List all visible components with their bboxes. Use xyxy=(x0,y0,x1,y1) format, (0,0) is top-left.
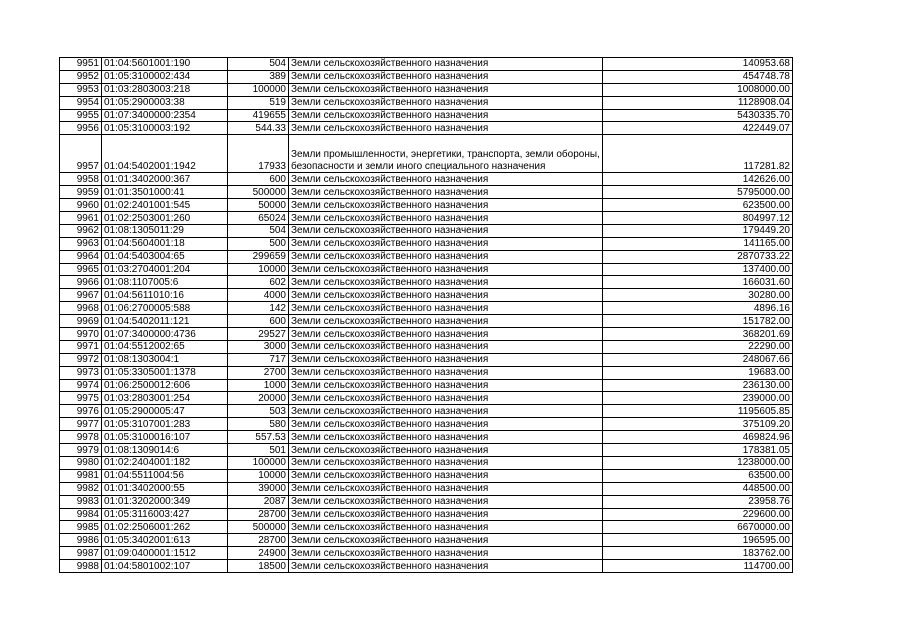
table-row xyxy=(60,173,793,186)
cadastral-number-cell: 01:02:2503001:260 xyxy=(102,212,228,225)
table-row xyxy=(60,456,793,469)
table-row xyxy=(60,302,793,315)
area-cell: 20000 xyxy=(228,392,289,405)
area-cell: 389 xyxy=(228,70,289,83)
cadastral-number-cell: 01:05:2900005:47 xyxy=(102,405,228,418)
cadastral-number-cell: 01:06:2700005:588 xyxy=(102,302,228,315)
land-category-cell: Земли сельскохозяйственного назначения xyxy=(289,547,603,560)
cadastral-value-cell: 448500.00 xyxy=(603,482,793,495)
land-category-cell: Земли сельскохозяйственного назначения xyxy=(289,250,603,263)
area-cell: 28700 xyxy=(228,508,289,521)
row-number-cell: 9984 xyxy=(60,508,102,521)
area-cell: 600 xyxy=(228,173,289,186)
table-row xyxy=(60,276,793,289)
land-category-cell: Земли сельскохозяйственного назначения xyxy=(289,366,603,379)
row-number-cell: 9973 xyxy=(60,366,102,379)
table-row xyxy=(60,560,793,573)
cadastral-value-cell: 166031.60 xyxy=(603,276,793,289)
land-category-cell: Земли сельскохозяйственного назначения xyxy=(289,263,603,276)
cadastral-value-cell: 117281.82 xyxy=(603,135,793,173)
land-category-cell: Земли сельскохозяйственного назначения xyxy=(289,469,603,482)
land-category-cell: Земли сельскохозяйственного назначения xyxy=(289,379,603,392)
cadastral-value-cell: 63500.00 xyxy=(603,469,793,482)
cadastral-number-cell: 01:08:1305011:29 xyxy=(102,224,228,237)
area-cell: 50000 xyxy=(228,199,289,212)
land-category-cell: Земли сельскохозяйственного назначения xyxy=(289,276,603,289)
row-number-cell: 9987 xyxy=(60,547,102,560)
land-category-cell: Земли сельскохозяйственного назначения xyxy=(289,96,603,109)
area-cell: 544.33 xyxy=(228,122,289,135)
area-cell: 24900 xyxy=(228,547,289,560)
land-category-cell: Земли сельскохозяйственного назначения xyxy=(289,224,603,237)
land-category-cell: Земли сельскохозяйственного назначения xyxy=(289,237,603,250)
cadastral-value-cell: 137400.00 xyxy=(603,263,793,276)
row-number-cell: 9965 xyxy=(60,263,102,276)
cadastral-number-cell: 01:03:2803003:218 xyxy=(102,83,228,96)
table-row xyxy=(60,482,793,495)
table-row xyxy=(60,521,793,534)
table-row xyxy=(60,135,793,173)
row-number-cell: 9951 xyxy=(60,58,102,71)
cadastral-value-cell: 229600.00 xyxy=(603,508,793,521)
area-cell: 600 xyxy=(228,315,289,328)
cadastral-value-cell: 23958.76 xyxy=(603,495,793,508)
area-cell: 28700 xyxy=(228,534,289,547)
table-row xyxy=(60,58,793,71)
area-cell: 557.53 xyxy=(228,431,289,444)
row-number-cell: 9959 xyxy=(60,186,102,199)
area-cell: 419655 xyxy=(228,109,289,122)
row-number-cell: 9961 xyxy=(60,212,102,225)
table-row xyxy=(60,237,793,250)
cadastral-value-cell: 623500.00 xyxy=(603,199,793,212)
area-cell: 18500 xyxy=(228,560,289,573)
cadastral-value-cell: 141165.00 xyxy=(603,237,793,250)
table-row xyxy=(60,199,793,212)
table-row xyxy=(60,431,793,444)
row-number-cell: 9982 xyxy=(60,482,102,495)
cadastral-value-cell: 22290.00 xyxy=(603,340,793,353)
cadastral-value-cell: 1238000.00 xyxy=(603,456,793,469)
area-cell: 2087 xyxy=(228,495,289,508)
cadastral-number-cell: 01:04:5801002:107 xyxy=(102,560,228,573)
area-cell: 29527 xyxy=(228,328,289,341)
row-number-cell: 9971 xyxy=(60,340,102,353)
cadastral-value-cell: 422449.07 xyxy=(603,122,793,135)
table-row xyxy=(60,315,793,328)
area-cell: 39000 xyxy=(228,482,289,495)
area-cell: 10000 xyxy=(228,469,289,482)
row-number-cell: 9964 xyxy=(60,250,102,263)
row-number-cell: 9979 xyxy=(60,444,102,457)
land-category-cell: Земли сельскохозяйственного назначения xyxy=(289,315,603,328)
cadastral-number-cell: 01:05:3100003:192 xyxy=(102,122,228,135)
row-number-cell: 9976 xyxy=(60,405,102,418)
cadastral-value-cell: 142626.00 xyxy=(603,173,793,186)
table-row xyxy=(60,508,793,521)
area-cell: 1000 xyxy=(228,379,289,392)
cadastral-value-cell: 19683.00 xyxy=(603,366,793,379)
cadastral-number-cell: 01:05:3402001:613 xyxy=(102,534,228,547)
land-category-cell: Земли промышленности, энергетики, транспорта, земли обороны, безопасности и земли иного специального назначения xyxy=(289,135,603,173)
table-row xyxy=(60,70,793,83)
cadastral-value-cell: 6670000.00 xyxy=(603,521,793,534)
land-category-cell: Земли сельскохозяйственного назначения xyxy=(289,418,603,431)
row-number-cell: 9977 xyxy=(60,418,102,431)
cadastral-number-cell: 01:03:2803001:254 xyxy=(102,392,228,405)
cadastral-value-cell: 4896.16 xyxy=(603,302,793,315)
row-number-cell: 9975 xyxy=(60,392,102,405)
row-number-cell: 9958 xyxy=(60,173,102,186)
land-category-cell: Земли сельскохозяйственного назначения xyxy=(289,482,603,495)
cadastral-number-cell: 01:09:0400001:1512 xyxy=(102,547,228,560)
table-row xyxy=(60,109,793,122)
cadastral-value-cell: 469824.96 xyxy=(603,431,793,444)
row-number-cell: 9962 xyxy=(60,224,102,237)
land-category-cell: Земли сельскохозяйственного назначения xyxy=(289,173,603,186)
cadastral-number-cell: 01:04:5402001:1942 xyxy=(102,135,228,173)
cadastral-number-cell: 01:07:3400000:4736 xyxy=(102,328,228,341)
cadastral-value-cell: 30280.00 xyxy=(603,289,793,302)
area-cell: 142 xyxy=(228,302,289,315)
land-category-cell: Земли сельскохозяйственного назначения xyxy=(289,444,603,457)
cadastral-number-cell: 01:05:3305001:1378 xyxy=(102,366,228,379)
row-number-cell: 9985 xyxy=(60,521,102,534)
area-cell: 2700 xyxy=(228,366,289,379)
row-number-cell: 9957 xyxy=(60,135,102,173)
area-cell: 4000 xyxy=(228,289,289,302)
cadastral-number-cell: 01:05:3100016:107 xyxy=(102,431,228,444)
table-row xyxy=(60,547,793,560)
row-number-cell: 9974 xyxy=(60,379,102,392)
row-number-cell: 9972 xyxy=(60,353,102,366)
table-row xyxy=(60,212,793,225)
area-cell: 504 xyxy=(228,58,289,71)
table-row xyxy=(60,495,793,508)
area-cell: 717 xyxy=(228,353,289,366)
table-row xyxy=(60,534,793,547)
cadastral-value-cell: 368201.69 xyxy=(603,328,793,341)
table-row xyxy=(60,392,793,405)
area-cell: 504 xyxy=(228,224,289,237)
land-category-cell: Земли сельскохозяйственного назначения xyxy=(289,508,603,521)
area-cell: 500 xyxy=(228,237,289,250)
land-category-cell: Земли сельскохозяйственного назначения xyxy=(289,186,603,199)
land-category-cell: Земли сельскохозяйственного назначения xyxy=(289,456,603,469)
cadastral-number-cell: 01:04:5403004:65 xyxy=(102,250,228,263)
cadastral-number-cell: 01:01:3501000:41 xyxy=(102,186,228,199)
row-number-cell: 9981 xyxy=(60,469,102,482)
area-cell: 100000 xyxy=(228,83,289,96)
cadastral-number-cell: 01:04:5511004:56 xyxy=(102,469,228,482)
cadastral-value-cell: 236130.00 xyxy=(603,379,793,392)
row-number-cell: 9988 xyxy=(60,560,102,573)
area-cell: 10000 xyxy=(228,263,289,276)
cadastral-number-cell: 01:04:5512002:65 xyxy=(102,340,228,353)
table-row xyxy=(60,83,793,96)
cadastral-value-cell: 1128908.04 xyxy=(603,96,793,109)
table-row xyxy=(60,444,793,457)
cadastral-number-cell: 01:04:5402011:121 xyxy=(102,315,228,328)
cadastral-number-cell: 01:02:2506001:262 xyxy=(102,521,228,534)
row-number-cell: 9986 xyxy=(60,534,102,547)
land-category-cell: Земли сельскохозяйственного назначения xyxy=(289,212,603,225)
table-row xyxy=(60,96,793,109)
cadastral-number-cell: 01:01:3402000:55 xyxy=(102,482,228,495)
cadastral-value-cell: 179449.20 xyxy=(603,224,793,237)
row-number-cell: 9969 xyxy=(60,315,102,328)
table-row xyxy=(60,418,793,431)
table-row xyxy=(60,263,793,276)
table-row xyxy=(60,405,793,418)
cadastral-number-cell: 01:02:2401001:545 xyxy=(102,199,228,212)
cadastral-number-cell: 01:05:3116003:427 xyxy=(102,508,228,521)
area-cell: 65024 xyxy=(228,212,289,225)
area-cell: 500000 xyxy=(228,521,289,534)
cadastral-value-cell: 804997.12 xyxy=(603,212,793,225)
land-category-cell: Земли сельскохозяйственного назначения xyxy=(289,83,603,96)
cadastral-value-cell: 5795000.00 xyxy=(603,186,793,199)
cadastral-value-cell: 1195605.85 xyxy=(603,405,793,418)
cadastral-number-cell: 01:01:3202000:349 xyxy=(102,495,228,508)
cadastral-value-cell: 5430335.70 xyxy=(603,109,793,122)
land-category-cell: Земли сельскохозяйственного назначения xyxy=(289,70,603,83)
area-cell: 503 xyxy=(228,405,289,418)
area-cell: 580 xyxy=(228,418,289,431)
cadastral-number-cell: 01:05:2900003:38 xyxy=(102,96,228,109)
row-number-cell: 9978 xyxy=(60,431,102,444)
table-row xyxy=(60,469,793,482)
cadastral-number-cell: 01:06:2500012:606 xyxy=(102,379,228,392)
land-category-cell: Земли сельскохозяйственного назначения xyxy=(289,340,603,353)
area-cell: 501 xyxy=(228,444,289,457)
row-number-cell: 9966 xyxy=(60,276,102,289)
land-category-cell: Земли сельскохозяйственного назначения xyxy=(289,392,603,405)
table-row xyxy=(60,224,793,237)
row-number-cell: 9955 xyxy=(60,109,102,122)
land-category-cell: Земли сельскохозяйственного назначения xyxy=(289,199,603,212)
land-category-cell: Земли сельскохозяйственного назначения xyxy=(289,302,603,315)
area-cell: 17933 xyxy=(228,135,289,173)
row-number-cell: 9980 xyxy=(60,456,102,469)
row-number-cell: 9952 xyxy=(60,70,102,83)
cadastral-number-cell: 01:02:2404001:182 xyxy=(102,456,228,469)
land-category-cell: Земли сельскохозяйственного назначения xyxy=(289,405,603,418)
cadastral-number-cell: 01:05:3100002:434 xyxy=(102,70,228,83)
table-body xyxy=(60,58,793,573)
cadastral-number-cell: 01:07:3400000:2354 xyxy=(102,109,228,122)
cadastral-value-cell: 2870733.22 xyxy=(603,250,793,263)
land-category-cell: Земли сельскохозяйственного назначения xyxy=(289,521,603,534)
cadastral-number-cell: 01:08:1309014:6 xyxy=(102,444,228,457)
row-number-cell: 9960 xyxy=(60,199,102,212)
row-number-cell: 9983 xyxy=(60,495,102,508)
row-number-cell: 9956 xyxy=(60,122,102,135)
land-category-cell: Земли сельскохозяйственного назначения xyxy=(289,431,603,444)
cadastral-value-cell: 375109.20 xyxy=(603,418,793,431)
area-cell: 519 xyxy=(228,96,289,109)
area-cell: 3000 xyxy=(228,340,289,353)
land-category-cell: Земли сельскохозяйственного назначения xyxy=(289,560,603,573)
land-category-cell: Земли сельскохозяйственного назначения xyxy=(289,495,603,508)
cadastral-value-cell: 140953.68 xyxy=(603,58,793,71)
area-cell: 299659 xyxy=(228,250,289,263)
land-category-cell: Земли сельскохозяйственного назначения xyxy=(289,534,603,547)
row-number-cell: 9954 xyxy=(60,96,102,109)
cadastral-value-cell: 239000.00 xyxy=(603,392,793,405)
area-cell: 100000 xyxy=(228,456,289,469)
table-row xyxy=(60,340,793,353)
area-cell: 602 xyxy=(228,276,289,289)
cadastral-value-cell: 183762.00 xyxy=(603,547,793,560)
row-number-cell: 9967 xyxy=(60,289,102,302)
table-row xyxy=(60,379,793,392)
cadastral-value-cell: 178381.05 xyxy=(603,444,793,457)
row-number-cell: 9970 xyxy=(60,328,102,341)
cadastral-value-table xyxy=(59,57,793,573)
cadastral-number-cell: 01:05:3107001:283 xyxy=(102,418,228,431)
table-row xyxy=(60,353,793,366)
table-row xyxy=(60,186,793,199)
row-number-cell: 9953 xyxy=(60,83,102,96)
table-row xyxy=(60,122,793,135)
table-row xyxy=(60,328,793,341)
cadastral-number-cell: 01:04:5604001:18 xyxy=(102,237,228,250)
land-category-cell: Земли сельскохозяйственного назначения xyxy=(289,58,603,71)
cadastral-number-cell: 01:08:1303004:1 xyxy=(102,353,228,366)
row-number-cell: 9963 xyxy=(60,237,102,250)
table-row xyxy=(60,289,793,302)
cadastral-number-cell: 01:01:3402000:367 xyxy=(102,173,228,186)
cadastral-value-cell: 151782.00 xyxy=(603,315,793,328)
table-row xyxy=(60,250,793,263)
cadastral-number-cell: 01:08:1107005:6 xyxy=(102,276,228,289)
cadastral-value-cell: 454748.78 xyxy=(603,70,793,83)
area-cell: 500000 xyxy=(228,186,289,199)
land-category-cell: Земли сельскохозяйственного назначения xyxy=(289,353,603,366)
table-row xyxy=(60,366,793,379)
cadastral-value-cell: 1008000.00 xyxy=(603,83,793,96)
cadastral-value-cell: 114700.00 xyxy=(603,560,793,573)
row-number-cell: 9968 xyxy=(60,302,102,315)
land-category-cell: Земли сельскохозяйственного назначения xyxy=(289,289,603,302)
cadastral-number-cell: 01:04:5611010:16 xyxy=(102,289,228,302)
cadastral-value-cell: 248067.66 xyxy=(603,353,793,366)
land-category-cell: Земли сельскохозяйственного назначения xyxy=(289,122,603,135)
land-category-cell: Земли сельскохозяйственного назначения xyxy=(289,109,603,122)
cadastral-number-cell: 01:04:5601001:190 xyxy=(102,58,228,71)
land-category-cell: Земли сельскохозяйственного назначения xyxy=(289,328,603,341)
cadastral-value-cell: 196595.00 xyxy=(603,534,793,547)
cadastral-number-cell: 01:03:2704001:204 xyxy=(102,263,228,276)
